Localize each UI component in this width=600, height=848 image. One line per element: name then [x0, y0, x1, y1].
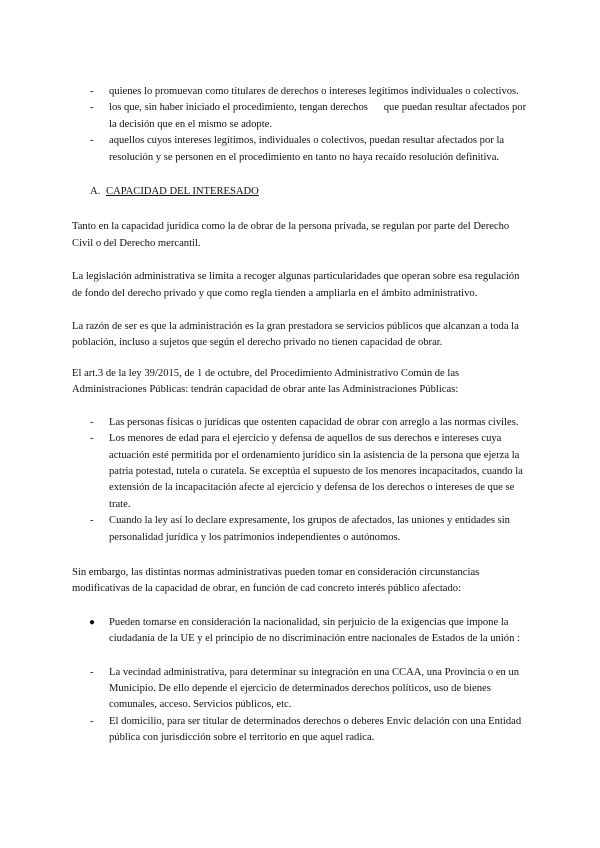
list-item-text: los que, sin haber iniciado el procedimiento, tengan derechos que puedan resultar afectados por la decisión que en el mismo se adopte. [109, 102, 529, 130]
list-item [72, 431, 530, 513]
list-item [72, 665, 530, 714]
interested-parties-list [72, 84, 530, 166]
paragraph: Sin embargo, las distintas normas administrativas pueden tomar en consideración circunstancias modificativas de la capacidad de obrar, en función de cad concreto interés público afectado: [72, 566, 480, 595]
list-item-text: La vecindad administrativa, para determinar su integración en una CCAA, una Provincia o en un Municipio. De ello depende el ejercicio de determinados derechos políticos, uso de bienes comunales, acceso. Servicios públicos, etc. [109, 666, 520, 711]
dash-marker: - [90, 416, 94, 428]
list-item-text: quienes lo promuevan como titulares de derechos o intereses legítimos individuales o colectivos. [109, 86, 519, 97]
dash-marker: - [90, 102, 94, 114]
bullet-icon: ● [89, 616, 96, 628]
list-item-text: Pueden tomarse en consideración la nacionalidad, sin perjuicio de la exigencias que impone la ciudadanía de la UE y el principio de no discriminación entre nacionales de Estados de la unión : [109, 616, 520, 645]
document-page [72, 84, 530, 747]
dash-marker: - [90, 666, 94, 678]
list-item-text: Las personas físicas o jurídicas que ostenten capacidad de obrar con arreglo a las normas civiles. [109, 416, 519, 428]
dash-marker: - [90, 715, 94, 727]
dash-marker: - [90, 515, 94, 527]
section-title: CAPACIDAD DEL INTERESADO [106, 186, 259, 198]
paragraph: El art.3 de la ley 39/2015, de 1 de octubre, del Procedimiento Administrativo Común de las Administraciones Públicas: tendrán capacidad de obrar ante las Administraciones Públicas: [72, 367, 460, 396]
dash-marker: - [90, 135, 94, 147]
list-item-text: aquellos cuyos intereses legítimos, individuales o colectivos, puedan resultar afectados por la resolución y se personen en el procedimiento en tanto no haya recaído resolución definitiva. [109, 135, 505, 163]
dash-marker: - [90, 86, 94, 97]
capacity-list [72, 415, 530, 546]
list-item [72, 615, 530, 648]
list-item-text: El domicilio, para ser titular de determinados derechos o deberes Envic delación con una Entidad pública con jurisdicción sobre el territorio en que aquel radica. [109, 715, 522, 744]
paragraph: La legislación administrativa se limita a recoger algunas particularidades que operan sobre esa regulación de fondo del derecho privado y que como regla tienden a ampliarla en el ámbito administrativo. [72, 271, 520, 299]
list-item [72, 415, 530, 431]
list-item [72, 714, 530, 747]
nationality-list [72, 615, 530, 648]
list-item [72, 84, 530, 100]
dash-marker: - [90, 433, 94, 445]
paragraph: Tanto en la capacidad jurídica como la de obrar de la persona privada, se regulan por parte del Derecho Civil o del Derecho mercantil. [72, 221, 510, 249]
list-item [72, 513, 530, 546]
list-item-text: Los menores de edad para el ejercicio y defensa de aquellos de sus derechos e intereses cuya actuación esté permitida por el ordenamiento jurídico sin la asistencia de la persona que ejerza la patria potestad, tutela o curatela. Se exceptúa el supuesto de los menores incapacitados, cuando la extensión de la incapacitación afecte al ejercicio y defensa de los derechos o intereses de que se trate. [109, 433, 523, 510]
paragraph: La razón de ser es que la administración es la gran prestadora se servicios públicos que alcanzan a toda la población, incluso a sujetos que según el derecho privado no tienen capacidad de obrar. [72, 321, 519, 349]
list-item [72, 100, 530, 133]
circumstances-list [72, 665, 530, 747]
list-item [72, 133, 530, 166]
list-item-text: Cuando la ley así lo declare expresamente, los grupos de afectados, las uniones y entidades sin personalidad jurídica y los patrimonios independientes o autónomos. [109, 515, 510, 543]
section-heading [72, 184, 530, 200]
section-number: A. [90, 186, 101, 198]
